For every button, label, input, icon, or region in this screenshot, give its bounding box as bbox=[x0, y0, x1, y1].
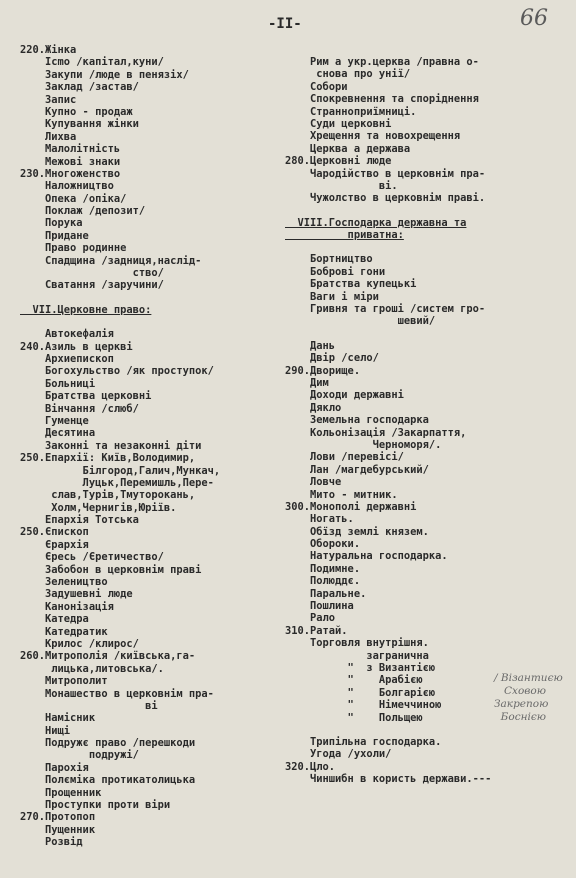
index-entry: Малолітність bbox=[20, 143, 121, 156]
index-entry: Бортництво bbox=[285, 253, 373, 266]
left-column bbox=[20, 44, 310, 849]
index-entry: Спокревнення та споріднення bbox=[285, 93, 479, 106]
blank-line bbox=[285, 328, 575, 340]
margin-note: Боснією bbox=[494, 711, 546, 723]
index-entry: ство/ bbox=[20, 267, 164, 280]
index-entry: 240.Азиль в церкві bbox=[20, 340, 133, 353]
index-entry: Дякло bbox=[285, 401, 342, 414]
index-entry: Луцьк,Перемишль,Пере- bbox=[20, 476, 214, 489]
index-entry: Забобон в церковнім праві bbox=[20, 563, 202, 576]
index-entry: 310.Ратай. bbox=[285, 624, 348, 637]
index-entry: Порука bbox=[20, 217, 83, 230]
index-entry: Катедра bbox=[20, 613, 89, 626]
index-entry: Чужолство в церковнім праві. bbox=[285, 192, 486, 205]
index-entry: Десятина bbox=[20, 427, 96, 440]
index-entry: Хрещення та новохрещення bbox=[285, 130, 461, 143]
index-entry: Купування жінки bbox=[20, 118, 139, 131]
index-entry: 320.Цло. bbox=[285, 760, 336, 773]
index-entry: Полюддє. bbox=[285, 575, 361, 588]
index-entry: Зелеництво bbox=[20, 576, 108, 589]
index-entry: Єресь /Єретичество/ bbox=[20, 551, 164, 564]
index-entry: Катедратик bbox=[20, 625, 108, 638]
index-entry: заграничнa bbox=[285, 649, 429, 662]
index-entry: 300.Монополі державні bbox=[285, 500, 417, 513]
index-entry: Розвід bbox=[20, 836, 83, 849]
index-entry: " з Византією bbox=[285, 661, 436, 674]
index-entry: Больниці bbox=[20, 377, 96, 390]
index-entry: Прощенник bbox=[20, 786, 102, 799]
index-entry: Кольонізація /Закарпаття, bbox=[285, 426, 467, 439]
index-entry: лицька,литовська/. bbox=[20, 662, 164, 675]
handwritten-margin-notes bbox=[494, 672, 574, 724]
index-entry: 250.Єпископ bbox=[20, 526, 89, 539]
blank-line bbox=[20, 292, 310, 304]
index-entry: Пущенник bbox=[20, 823, 96, 836]
index-entry: Обороки. bbox=[285, 538, 361, 551]
index-entry: " Арабією bbox=[285, 674, 423, 687]
index-entry: " Польщею bbox=[285, 711, 423, 724]
index-entry: Парохія bbox=[20, 761, 89, 774]
index-entry: Законні та незаконні діти bbox=[20, 439, 202, 452]
index-entry: Придане bbox=[20, 229, 89, 242]
index-entry: Задушевні люде bbox=[20, 588, 133, 601]
index-entry: Мито - митник. bbox=[285, 488, 398, 501]
index-entry: Чародійство в церковнім пра- bbox=[285, 167, 486, 180]
index-entry: 280.Церковні люде bbox=[285, 155, 392, 168]
index-entry: Паральне. bbox=[285, 587, 367, 600]
section-heading: приватна: bbox=[285, 229, 404, 242]
index-entry: Церква а держава bbox=[285, 142, 411, 155]
handwritten-page-number: 66 bbox=[520, 6, 548, 31]
index-entry: Поклаж /депозит/ bbox=[20, 205, 146, 218]
index-entry: Намісник bbox=[20, 712, 96, 725]
index-entry: 230.Многоженство bbox=[20, 167, 121, 180]
blank-line bbox=[285, 241, 575, 253]
index-entry: Митрополит bbox=[20, 675, 108, 688]
index-entry: 220.Жінка bbox=[20, 44, 77, 56]
index-entry: Богохульство /як проступок/ bbox=[20, 365, 214, 378]
index-entry: Боброві гони bbox=[285, 265, 386, 278]
index-entry: Автокефалія bbox=[20, 328, 114, 341]
index-entry: Єрархія bbox=[20, 538, 89, 551]
margin-note: Закрепою bbox=[494, 698, 549, 710]
index-entry: " Німеччиною bbox=[285, 699, 442, 712]
index-entry: Спадщина /задниця,наслід- bbox=[20, 254, 202, 267]
index-entry: Рим а укр.церква /правна о- bbox=[285, 56, 479, 68]
index-entry: шевий/ bbox=[285, 315, 436, 328]
index-entry: Странноприїмниці. bbox=[285, 105, 417, 118]
index-entry: Ісmо /капітал,куни/ bbox=[20, 56, 164, 69]
index-entry: Братства церковні bbox=[20, 390, 152, 403]
index-entry: Нищі bbox=[20, 724, 71, 737]
index-entry: Чиншибн в користь держави.--- bbox=[285, 773, 492, 786]
index-entry: Архиепископ bbox=[20, 352, 114, 365]
index-entry: Дань bbox=[285, 339, 336, 352]
index-entry: Натуральна господарка. bbox=[285, 550, 448, 563]
index-entry: Проступки проти віри bbox=[20, 799, 171, 812]
blank-line bbox=[285, 205, 575, 217]
index-entry: Ваги і міри bbox=[285, 290, 379, 303]
index-entry: Полєміка протикатолицька bbox=[20, 774, 196, 787]
index-entry: Купно - продаж bbox=[20, 105, 133, 118]
index-entry: Межові знаки bbox=[20, 155, 121, 168]
index-entry: Двір /село/ bbox=[285, 352, 379, 365]
index-entry: Черноморя/. bbox=[285, 438, 442, 451]
index-entry: Угода /ухоли/ bbox=[285, 748, 392, 761]
index-entry: Торговля внутрішня. bbox=[285, 637, 429, 650]
index-entry: Доходи державні bbox=[285, 389, 404, 402]
index-entry: 290.Дворище. bbox=[285, 364, 361, 377]
index-entry: Дим bbox=[285, 376, 329, 389]
index-entry: Собори bbox=[285, 80, 348, 93]
index-entry: слав,Турів,Тмуторокань, bbox=[20, 489, 196, 502]
index-entry: Обїзд землі князем. bbox=[285, 525, 429, 538]
index-entry: Заклад /застав/ bbox=[20, 81, 139, 94]
blank-line bbox=[285, 724, 575, 736]
index-entry: ві. bbox=[285, 179, 398, 192]
index-entry: Гривня та гроші /систем гро- bbox=[285, 303, 486, 316]
index-entry: Лови /перевісі/ bbox=[285, 451, 404, 464]
margin-note: / Візантиєю bbox=[494, 672, 563, 684]
section-heading: VIII.Господарка державна та bbox=[285, 216, 467, 229]
index-entry: 270.Протопоп bbox=[20, 811, 96, 824]
index-entry: Лихва bbox=[20, 130, 77, 143]
index-entry: Білгород,Галич,Мункач, bbox=[20, 464, 221, 477]
index-entry: Наложництво bbox=[20, 180, 114, 193]
index-entry: Пошлина bbox=[285, 600, 354, 613]
section-heading: VII.Церковне право: bbox=[20, 303, 152, 316]
index-entry: Сватання /заручини/ bbox=[20, 279, 164, 292]
index-entry: Рало bbox=[285, 612, 336, 625]
index-entry: подружі/ bbox=[20, 749, 139, 762]
index-entry: снова про унії/ bbox=[285, 68, 411, 81]
index-entry: Крилос /клирос/ bbox=[20, 637, 139, 650]
index-entry: Подимне. bbox=[285, 562, 361, 575]
index-entry: Канонізація bbox=[20, 600, 114, 613]
index-entry: Монашество в церковнім пра- bbox=[20, 687, 214, 700]
index-entry: Лан /магдебурський/ bbox=[285, 463, 429, 476]
index-entry: Земельна господарка bbox=[285, 414, 429, 427]
index-entry: Братства купецькі bbox=[285, 278, 417, 291]
index-entry: Подружє право /перешкоди bbox=[20, 737, 196, 750]
blank-line bbox=[20, 316, 310, 328]
index-entry: Трипільна господарка. bbox=[285, 735, 442, 748]
page-number: -II- bbox=[268, 16, 302, 32]
index-entry: Закупи /люде в пенязіх/ bbox=[20, 68, 189, 81]
index-entry: ві bbox=[20, 699, 158, 712]
index-entry: Холм,Чернигів,Юріїв. bbox=[20, 501, 177, 514]
index-entry: " Болгарією bbox=[285, 686, 436, 699]
index-entry: Ногать. bbox=[285, 513, 354, 526]
index-entry: Гуменце bbox=[20, 414, 89, 427]
margin-note: Сховою bbox=[494, 685, 546, 697]
index-entry: Епархія Тотська bbox=[20, 514, 139, 527]
index-entry: Суди церковні bbox=[285, 117, 392, 130]
index-entry: Вінчання /слюб/ bbox=[20, 402, 139, 415]
index-entry: 260.Митрополія /київська,га- bbox=[20, 650, 196, 663]
index-entry: Право родинне bbox=[20, 242, 127, 255]
index-entry: 250.Епархії: Київ,Володимир, bbox=[20, 452, 196, 465]
index-entry: Запис bbox=[20, 93, 77, 106]
index-entry: Опека /опіка/ bbox=[20, 192, 127, 205]
index-entry: Ловче bbox=[285, 476, 342, 489]
